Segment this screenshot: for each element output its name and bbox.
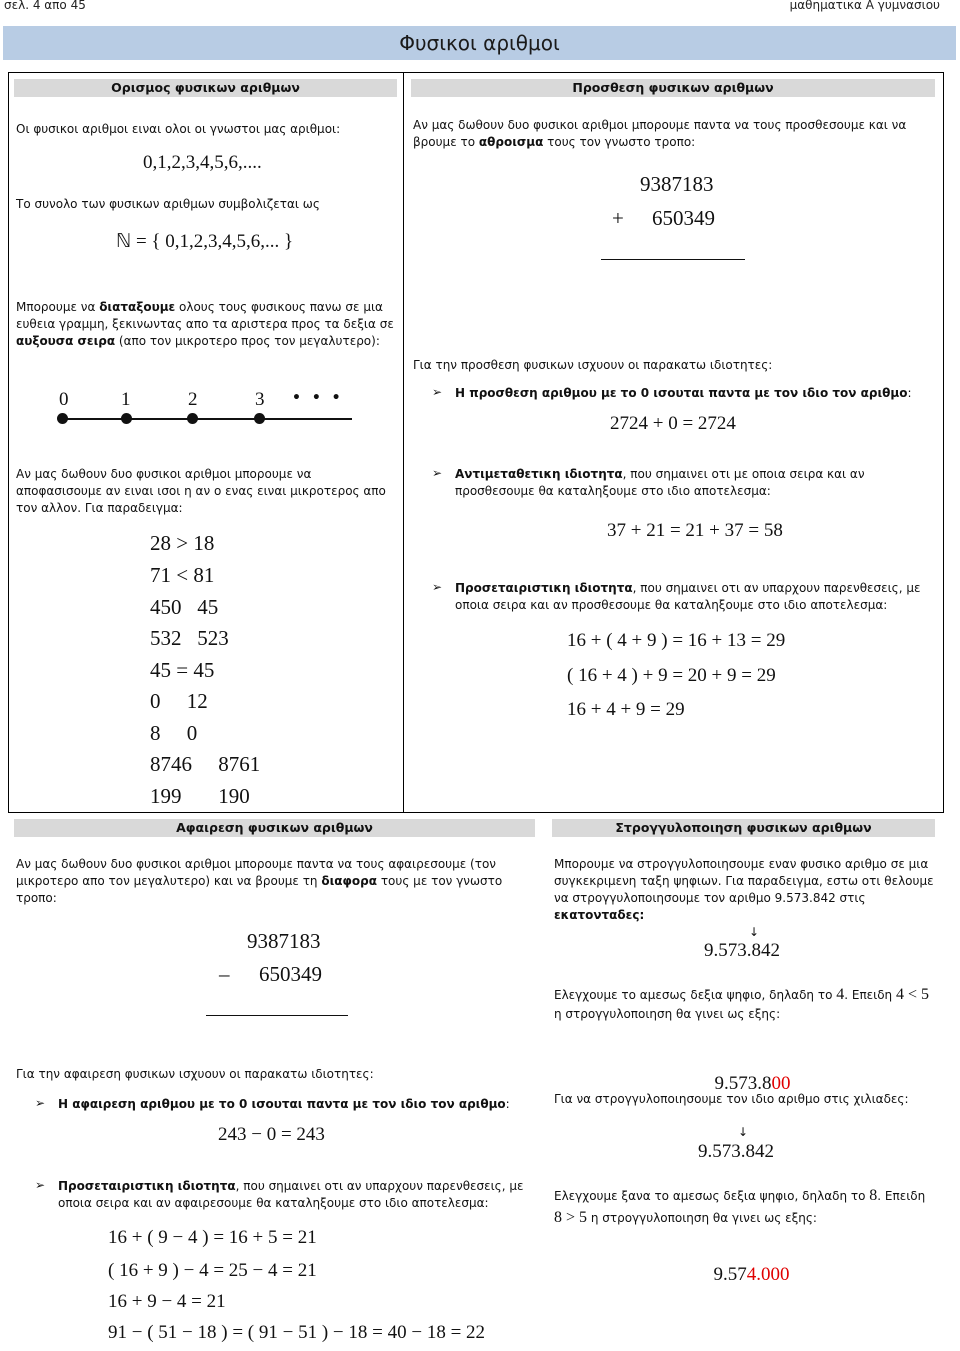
page-number: σελ. 4 απο 45 [4, 0, 86, 12]
addition-prop1: Η προσθεση αριθμου με το 0 ισουται παντα με τον ιδιο τον αριθμο: [455, 386, 912, 400]
frame-top-border [8, 72, 944, 73]
comparison-text: Αν μας δωθουν δυο φυσικοι αριθμοι μπορουμε να αποφασισουμε αν ειναι ισοι η αν ο ενας ειναι μικροτερος απο τον αλλον. Για παραδειγμα: [16, 467, 386, 515]
subtraction-operand-2: 650349 [259, 962, 322, 986]
rounding-check-2: Ελεγχουμε ξανα το αμεσως δεξια ψηφιο, δηλαδη το 8. Επειδη 8 > 5 η στρογγυλοποιηση θα γινει ως εξης: [554, 1187, 926, 1226]
subtraction-text: Αν μας δωθουν δυο φυσικοι αριθμοι μπορουμε παντα να τους αφαιρεσουμε (τον μικροτερο απο τον μεγαλυτερο) και να βρουμε τη διαφορα τους με τον γνωστο τροπο: [16, 857, 503, 905]
number-line-label-3: 3 [255, 389, 265, 410]
symbol-text: Το συνολο των φυσικων αριθμων συμβολιζεται ως [16, 197, 320, 211]
addition-prop1-example: 2724 + 0 = 2724 [610, 413, 736, 434]
addition-operand-1: 9387183 [640, 172, 714, 196]
addition-operand-2: 650349 [652, 206, 715, 230]
number-line-point-2 [187, 413, 198, 424]
addition-text: Αν μας δωθουν δυο φυσικοι αριθμοι μπορουμε παντα να τους προσθεσουμε και να βρουμε το αθροισμα τους τον γνωστο τροπο: [413, 118, 907, 149]
rounding-result-1: 9.573.800 [714, 1073, 791, 1094]
comparison-example: 532 523 [150, 626, 229, 650]
comparison-example: 71 < 81 [150, 563, 215, 587]
number-line-label-1: 1 [121, 389, 131, 410]
frame-middle-border [403, 72, 404, 812]
subtraction-prop2-example: ( 16 + 9 ) − 4 = 25 − 4 = 21 [108, 1260, 317, 1281]
subtraction-difference-line [206, 1015, 348, 1016]
subtraction-operator: – [219, 962, 230, 986]
addition-operator: + [612, 206, 624, 230]
number-line-point-0 [57, 413, 68, 424]
digit-arrow-icon: ↓ [738, 1125, 749, 1139]
number-line-ellipsis: • • • [292, 390, 344, 406]
comparison-example: 0 12 [150, 689, 208, 713]
addition-prop3-example: 16 + ( 4 + 9 ) = 16 + 13 = 29 [567, 630, 786, 651]
frame-left-border [8, 72, 9, 812]
bullet-arrow-icon: ➢ [432, 466, 443, 480]
subtraction-operand-1: 9387183 [247, 929, 321, 953]
bullet-arrow-icon: ➢ [432, 580, 443, 594]
subtraction-prop2-example: 16 + 9 − 4 = 21 [108, 1291, 226, 1312]
number-line-label-0: 0 [59, 389, 69, 410]
rounding-check-1: Ελεγχουμε το αμεσως δεξια ψηφιο, δηλαδη το 4. Επειδη 4 < 5 η στρογγυλοποιηση θα γινει ως εξης: [554, 986, 930, 1021]
addition-heading: Προσθεση φυσικων αριθμων [411, 79, 935, 97]
frame-right-border [943, 72, 944, 812]
definition-intro: Οι φυσικοι αριθμοι ειναι ολοι οι γνωστοι μας αριθμοι: [16, 122, 341, 136]
subtraction-properties-intro: Για την αφαιρεση φυσικων ισχυουν οι παρακατω ιδιοτητες: [16, 1067, 374, 1081]
addition-prop2: Αντιμεταθετικη ιδιοτητα, που σημαινει οτι με οποια σειρα και αν προσθεσουμε θα καταληξουμε στο ιδιο αποτελεσμα: [455, 467, 865, 498]
rounding-heading: Στρογγυλοποιηση φυσικων αριθμων [552, 819, 935, 837]
subject-label: μαθηματικα Α γυμνασιου [789, 0, 940, 12]
rounding-number-2: 9.573.842 [698, 1141, 774, 1162]
subtraction-prop1: Η αφαιρεση αριθμου με το 0 ισουται παντα με τον ιδιο τον αριθμο: [58, 1097, 510, 1111]
bullet-arrow-icon: ➢ [432, 385, 443, 399]
subtraction-prop2: Προσεταιριστικη ιδιοτητα, που σημαινει οτι αν υπαρχουν παρενθεσεις, με οποια σειρα και αν αφαιρεσουμε θα καταληξουμε στο ιδιο αποτελεσμα: [58, 1179, 524, 1210]
addition-properties-intro: Για την προσθεση φυσικων ισχυουν οι παρακατω ιδιοτητες: [413, 358, 773, 372]
addition-prop3-example: ( 16 + 4 ) + 9 = 20 + 9 = 29 [567, 665, 776, 686]
page-title: Φυσικοι αριθμοι [3, 26, 956, 60]
number-line-point-1 [121, 413, 132, 424]
subtraction-prop2-example: 91 − ( 51 − 18 ) = ( 91 − 51 ) − 18 = 40 − 18 = 22 [108, 1322, 486, 1343]
addition-prop3-example: 16 + 4 + 9 = 29 [567, 699, 685, 720]
rounding-text: Μπορουμε να στρογγυλοποιησουμε εναν φυσικο αριθμο σε μια συγκεκριμενη ταξη ψηφιων. Για παραδειγμα, εστω οτι θελουμε να στρογγυλοποιησουμε τον αριθμο 9.573.842 στις εκατονταδες: [554, 857, 934, 922]
rounding-result-2: 9.574.000 [713, 1264, 790, 1285]
comparison-example: 199 190 [150, 784, 250, 808]
number-line-point-3 [254, 413, 265, 424]
comparison-example: 450 45 [150, 595, 219, 619]
comparison-example: 8 0 [150, 721, 198, 745]
definition-heading: Ορισμος φυσικων αριθμων [14, 79, 397, 97]
natural-sequence: 0,1,2,3,4,5,6,.... [143, 152, 262, 173]
addition-sum-line [601, 259, 745, 260]
comparison-example: 8746 8761 [150, 752, 261, 776]
rounding-number-1: 9.573.842 [704, 940, 780, 961]
subtraction-prop2-example: 16 + ( 9 − 4 ) = 16 + 5 = 21 [108, 1227, 317, 1248]
bullet-arrow-icon: ➢ [35, 1178, 46, 1192]
addition-prop2-example: 37 + 21 = 21 + 37 = 58 [607, 520, 783, 541]
subtraction-heading: Αφαιρεση φυσικων αριθμων [14, 819, 535, 837]
addition-prop3: Προσεταιριστικη ιδιοτητα, που σημαινει οτι αν υπαρχουν παρενθεσεις, με οποια σειρα και αν προσθεσουμε θα καταληξουμε στο ιδιο αποτελεσμα: [455, 581, 921, 612]
subtraction-prop1-example: 243 − 0 = 243 [218, 1124, 325, 1145]
ordering-text: Μπορουμε να διαταξουμε ολους τους φυσικους πανω σε μια ευθεια γραμμη, ξεκινωντας απο τα αριστερα προς τα δεξια σε αυξουσα σειρα (απο τον μικροτερο προς τον μεγαλυτερο): [16, 300, 394, 348]
digit-arrow-icon: ↓ [749, 925, 760, 939]
number-line [58, 418, 352, 420]
set-notation: ℕ = { 0,1,2,3,4,5,6,... } [116, 231, 294, 252]
comparison-example: 45 = 45 [150, 658, 215, 682]
frame-bottom-border [8, 812, 944, 813]
comparison-example: 28 > 18 [150, 531, 215, 555]
thousands-text: Για να στρογγυλοποιησουμε τον ιδιο αριθμο στις χιλιαδες: [554, 1092, 909, 1106]
bullet-arrow-icon: ➢ [35, 1096, 46, 1110]
number-line-label-2: 2 [188, 389, 198, 410]
